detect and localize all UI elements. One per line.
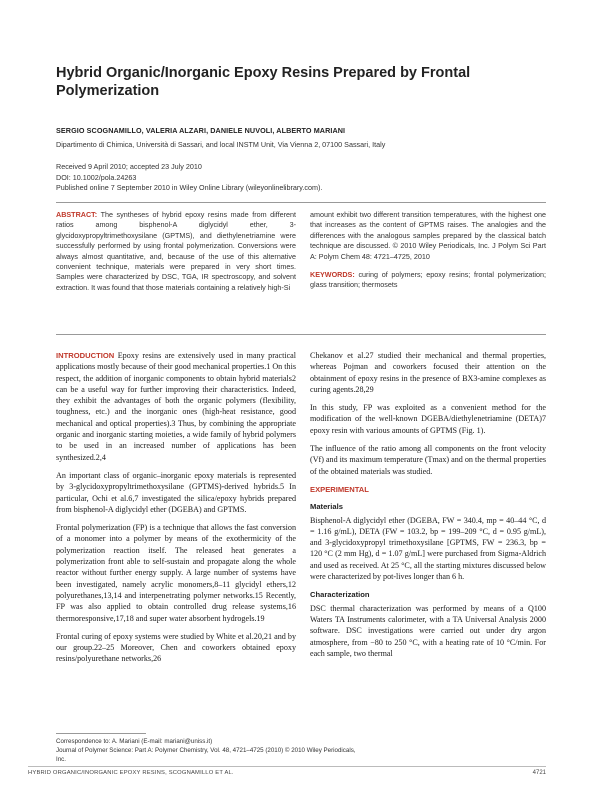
introduction-heading: INTRODUCTION <box>56 351 115 360</box>
page-number: 4721 <box>532 770 546 776</box>
intro-text-4: Frontal curing of epoxy systems were studied by White et al.20,21 and by our group.22–25 Moreover, Chen and coworkers obtained epoxy resins/polyurethane networks,26 <box>56 631 296 664</box>
footnote-rule <box>56 733 146 734</box>
right-text-2: In this study, FP was exploited as a convenient method for the modification of the well-known DGEBA/diethylenetriamine (DETA)7 epoxy resin with various amounts of GPTMS (Fig. 1). <box>310 403 546 435</box>
published-online: Published online 7 September 2010 in Wiley Online Library (wileyonlinelibrary.com). <box>56 183 323 192</box>
right-text-3: The influence of the ratio among all components on the front velocity (Vf) and its maximum temperature (Tmax) and on the thermal properties of the obtained materials was studied. <box>310 444 546 476</box>
footer-rule <box>28 766 546 767</box>
abstract-text-right: amount exhibit two different transition temperatures, with the highest one that increases as the content of GPTMS raises. The analogies and the differences with the analogous samples prepared by the classical batch technique are discussed. © 2010 Wiley Periodicals, Inc. J Polym Sci Part A: Polym Chem 48: 4721–4725, 2010 <box>310 210 546 261</box>
received-date: Received 9 April 2010; accepted 23 July 2010 <box>56 162 202 171</box>
intro-text-1: Epoxy resins are extensively used in many practical applications mostly because of their good mechanical properties.1 On this respect, the addition of inorganic components to obtain hybrid materials2 can be a useful way for further improving their characteristics. Indeed, they exhibit the advantages of both the organic polymers (flexibility, toughness, etc.) and the inorganic ones (high-heat resistance, good mechanical and optical properties).3 Thus, by combining the appropriate organic and inorganic starting moieties, a wide family of hybrid polymers to be used in an increased number of applications has been synthesized.2,4 <box>56 351 297 462</box>
materials-heading: Materials <box>310 502 343 512</box>
characterization-text: DSC thermal characterization was performed by means of a Q100 Waters TA Instruments calorimeter, with a TA Universal Analysis 2000 software. DSC investigations were carried out under dry argon atmosphere, from −80 to 250 °C, with a heating rate of 10 °C/min. For each sample, two thermal <box>310 603 546 658</box>
abstract-top-rule <box>56 202 546 203</box>
intro-text-2: An important class of organic–inorganic epoxy materials is represented by 3-glycidoxypropyltrimethoxysilane (GPTMS)-derived hybrids.5 In particular, Ochi et al.6,7 investigated the silica/epoxy hybrids prepared from bisphenol-A diglycidyl ether (DGEBA) and GPTMS. <box>56 470 296 514</box>
publication-info <box>56 162 322 194</box>
footnotes <box>56 737 356 764</box>
intro-paragraph <box>56 350 296 463</box>
abstract-label: ABSTRACT: <box>56 210 98 219</box>
doi: DOI: 10.1002/pola.24263 <box>56 172 137 182</box>
experimental-heading: EXPERIMENTAL <box>310 484 369 494</box>
abstract-left-column <box>56 210 296 293</box>
correspondence-note: Correspondence to: A. Mariani (E-mail: mariani@uniss.it) <box>56 738 213 745</box>
keywords <box>310 270 546 291</box>
characterization-heading: Characterization <box>310 590 370 600</box>
affiliation: Dipartimento di Chimica, Università di Sassari, and local INSTM Unit, Via Vienna 2, 07100 Sassari, Italy <box>56 140 386 149</box>
body-left-column <box>56 350 296 672</box>
article-title: Hybrid Organic/Inorganic Epoxy Resins Prepared by Frontal Polymerization <box>56 65 471 99</box>
running-head: HYBRID ORGANIC/INORGANIC EPOXY RESINS, SCOGNAMILLO ET AL. <box>28 770 234 776</box>
journal-citation: Journal of Polymer Science: Part A: Polymer Chemistry, Vol. 48, 4721–4725 (2010) © 2010 Wiley Periodicals, Inc. <box>56 747 356 763</box>
author-list: SERGIO SCOGNAMILLO, VALERIA ALZARI, DANIELE NUVOLI, ALBERTO MARIANI <box>56 126 346 135</box>
abstract-text-left: The syntheses of hybrid epoxy resins made from different ratios among bisphenol-A diglycidyl ether, 3-glycidoxypropyltrimethoxysilane (GPTMS), and diethylenetriamine were successfully performed by using frontal polymerization. Conversions were always almost quantitative, and, because of the use of this alternative convenient technique, materials were prepared in very short times. Samples were characterized by DSC, TGA, IR spectroscopy, and solvent extraction. It was found that those materials containing a relatively high-Si <box>56 210 297 292</box>
materials-text: Bisphenol-A diglycidyl ether (DGEBA, FW = 340.4, mp = 40–44 °C, d = 1.16 g/mL), DETA (FW = 103.2, bp = 199–209 °C, d = 0.95 g/mL), and 3-glycidoxypropyl trimethoxysilane [GPTMS, FW = 236.3, bp = 120 °C (2 mm Hg), d = 1.07 g/mL] were purchased from Sigma-Aldrich and used as received. At 25 °C, all the starting mixtures discussed below were characterized by pot-lives longer than 6 h. <box>310 515 546 582</box>
abstract-bottom-rule <box>56 334 546 335</box>
intro-text-3: Frontal polymerization (FP) is a technique that allows the fast conversion of a monomer into a polymer by means of the exothermicity of the polymerization reaction itself. The released heat generates a polymerization front able to self-sustain and propagate along the whole reactor without further energy supply. A large number of systems have been investigated, namely acrylic monomers,8–11 glycidyl ethers,12 polyurethanes,13,14 and interpenetrating polymer networks.15 Recently, FP was also applied to obtain controlled drug release systems,16 thermoresponsive,17,18 and super water absorbent hydrogels.19 <box>56 523 296 623</box>
abstract-right-column <box>310 210 546 291</box>
keywords-label: KEYWORDS: <box>310 270 355 280</box>
right-text-1: Chekanov et al.27 studied their mechanical and thermal properties, whereas Pojman and coworkers focused their attention on the obtainment of epoxy resins in the presence of BX3-amine complexes as curing agents.28,29 <box>310 351 546 394</box>
keywords-text: curing of polymers; epoxy resins; frontal polymerization; glass transition; thermosets <box>310 270 546 290</box>
body-right-column <box>310 350 546 666</box>
